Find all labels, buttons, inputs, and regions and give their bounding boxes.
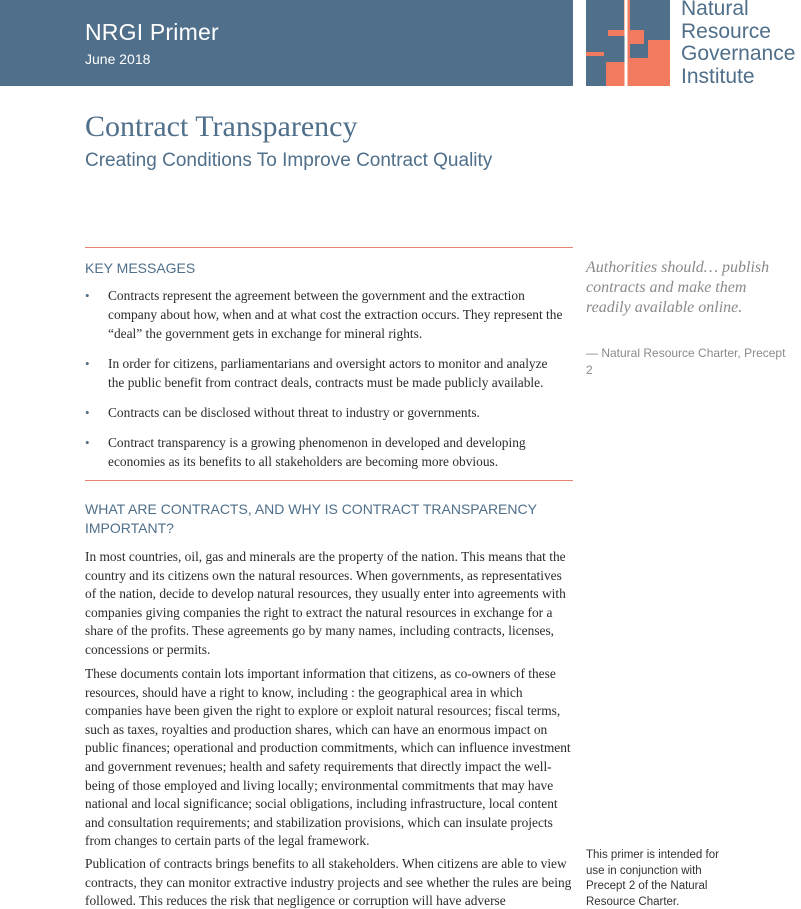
quote-attribution: — Natural Resource Charter, Precept 2 [586,346,786,377]
body-paragraph: In most countries, oil, gas and minerals are the property of the nation. This means that the country and its citizens own the natural resources. When governments, as representatives of the nation, decide to develop natural resources, they usually enter into agreements with companies giving companies the right to extract the natural resources in exchange for a share of the profits. These agreements go by many names, including contracts, licenses, concessions or permits. [85,549,566,657]
logo-line: Governance [681,42,796,65]
list-item-text: Contracts can be disclosed without threat to industry or governments. [108,405,480,420]
bullet-icon: • [85,356,90,371]
nrgi-logo-icon [586,0,670,86]
list-item [85,286,565,343]
pull-quote: Authorities should… publish contracts and make them readily available online. [586,259,770,316]
list-item [85,354,565,392]
header-band [0,0,573,86]
list-item-text: In order for citizens, parliamentarians and oversight actors to monitor and analyze the public benefit from contract deals, contracts must be made publicly available. [108,356,548,390]
logo-line: Institute [681,64,755,88]
list-item-text: Contract transparency is a growing phenomenon in developed and developing economies as its benefits to all stakeholders are becoming more obvious. [108,435,526,469]
key-messages-list [85,286,565,482]
logo-line: Natural [681,0,749,20]
key-messages-heading: KEY MESSAGES [85,260,196,276]
list-item-text: Contracts represent the agreement between the government and the extraction company about how, when and at what cost the extraction occurs. They represent the “deal” the government gets in exchange for mineral rights. [108,288,563,341]
bullet-icon: • [85,288,90,303]
section-divider [85,247,573,248]
document-subtitle: Creating Conditions To Improve Contract Quality [85,150,493,171]
logo-line: Resource [681,19,771,43]
bullet-icon: • [85,435,90,450]
section-heading: WHAT ARE CONTRACTS, AND WHY IS CONTRACT TRANSPARENCY IMPORTANT? [85,501,537,536]
primer-series-title: NRGI Primer [85,19,219,45]
document-title: Contract Transparency [85,110,358,143]
body-paragraph: Publication of contracts brings benefits to all stakeholders. When citizens are able to view contracts, they can monitor extractive industry projects and see whether the rules are being followed. This reduces the risk that negligence or corruption will have adverse [85,856,572,909]
list-item [85,433,565,471]
sidebar-note: This primer is intended for use in conjunction with Precept 2 of the Natural Resource Charter. [586,849,719,908]
list-item [85,403,565,422]
logo-wordmark [681,0,801,88]
section-divider [85,480,573,481]
bullet-icon: • [85,405,90,420]
body-paragraph: These documents contain lots important information that citizens, as co-owners of these resources, should have a right to know, including : the geographical area in which companies have been given the right to explore or exploit natural resources; fiscal terms, such as taxes, royalties and production shares, which can have an enormous impact on public finances; operational and production commitments, which can influence investment and government revenues; health and safety requirements that directly impact the well-being of those employed and living locally; environmental commitments that may have national and local significance; social obligations, including infrastructure, local content and consultation requirements; and stabilization provisions, which can insulate projects from changes to certain parts of the legal framework. [85,666,571,849]
publication-date: June 2018 [85,51,151,67]
